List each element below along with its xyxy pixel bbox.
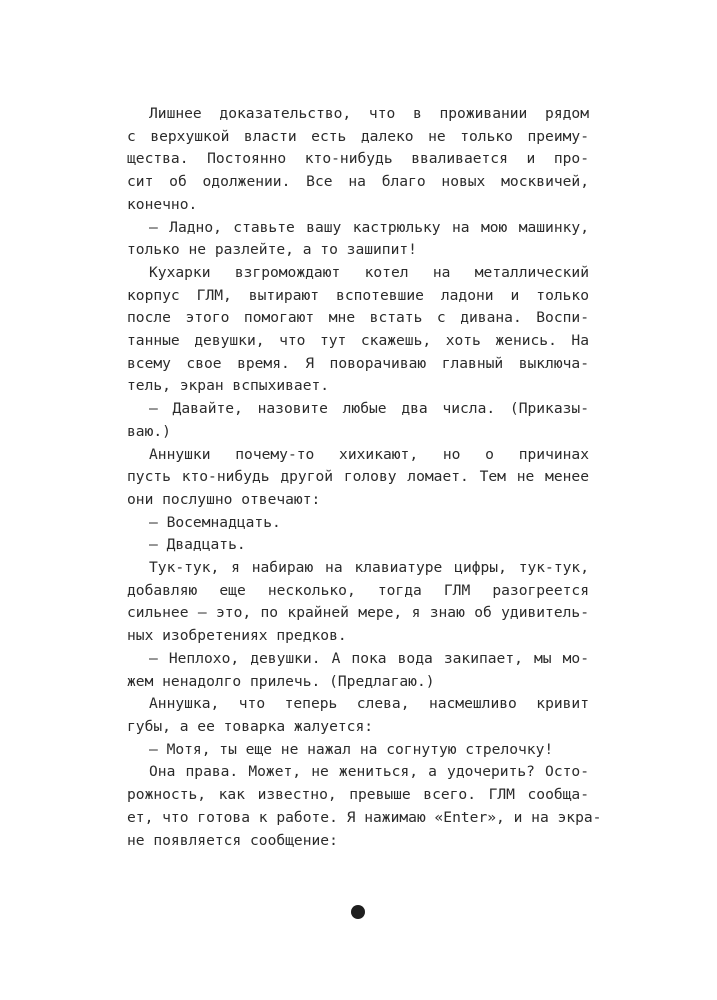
page-text (127, 103, 602, 852)
paragraph (127, 557, 589, 648)
text-line: — Восемнадцать. (149, 513, 281, 531)
text-line: жем ненадолго прилечь. (Предлагаю.) (127, 672, 435, 690)
text-line: — Ладно, ставьте вашу кастрюльку на мою машинку, (149, 218, 589, 236)
paragraph (127, 103, 589, 217)
paragraph (127, 693, 589, 738)
dialogue-paragraph (127, 398, 589, 443)
text-line: Кухарки взгромождают котел на металлический (149, 263, 589, 281)
text-line: ет, что готова к работе. Я нажимаю «Enter», и на экра- (127, 808, 602, 826)
text-line: не появляется сообщение: (127, 831, 338, 849)
text-line: — Двадцать. (149, 536, 246, 554)
dialogue-paragraph (127, 534, 589, 557)
text-line: сильнее — это, по крайней мере, я знаю об удивитель- (127, 604, 589, 622)
dialogue-paragraph (127, 217, 589, 262)
paragraph (127, 262, 589, 398)
paragraph (127, 761, 602, 852)
text-line: ваю.) (127, 422, 171, 440)
text-line: — Мотя, ты еще не нажал на согнутую стрелочку! (149, 740, 554, 758)
dialogue-paragraph (127, 739, 589, 762)
text-line: они послушно отвечают: (127, 490, 321, 508)
text-line: после этого помогают мне встать с дивана. Воспи- (127, 309, 589, 327)
text-line: рожность, как известно, превыше всего. ГЛМ сообща- (127, 786, 589, 804)
text-line: конечно. (127, 195, 198, 213)
text-line: Аннушки почему-то хихикают, но о причинах (149, 445, 589, 463)
section-break-dot-icon (351, 905, 365, 919)
text-line: Лишнее доказательство, что в проживании рядом (149, 105, 589, 122)
dialogue-paragraph (127, 648, 589, 693)
text-line: ных изобретениях предков. (127, 627, 347, 645)
paragraph (127, 444, 589, 512)
text-line: пусть кто-нибудь другой голову ломает. Тем не менее (127, 468, 589, 486)
text-line: Она права. Может, не жениться, а удочерить? Осто- (149, 763, 589, 781)
text-line: только не разлейте, а то зашипит! (127, 241, 417, 259)
text-line: губы, а ее товарка жалуется: (127, 717, 374, 735)
text-line: щества. Постоянно кто-нибудь вваливается и про- (127, 150, 589, 168)
text-line: Тук-тук, я набираю на клавиатуре цифры, тук-тук, (149, 559, 589, 577)
text-line: тель, экран вспыхивает. (127, 377, 330, 395)
text-line: — Давайте, назовите любые два числа. (Приказы- (149, 400, 589, 418)
dialogue-paragraph (127, 512, 589, 535)
text-line: танные девушки, что тут скажешь, хоть женись. На (127, 332, 589, 350)
text-line: корпус ГЛМ, вытирают вспотевшие ладони и только (127, 286, 589, 304)
text-line: Аннушка, что теперь слева, насмешливо кривит (149, 695, 589, 713)
text-line: с верхушкой власти есть далеко не только преиму- (127, 127, 589, 145)
text-line: добавляю еще несколько, тогда ГЛМ разогреется (127, 581, 589, 599)
text-line: сит об одолжении. Все на благо новых москвичей, (127, 173, 589, 191)
text-line: — Неплохо, девушки. А пока вода закипает, мы мо- (149, 649, 589, 667)
text-line: всему свое время. Я поворачиваю главный выключа- (127, 354, 589, 372)
